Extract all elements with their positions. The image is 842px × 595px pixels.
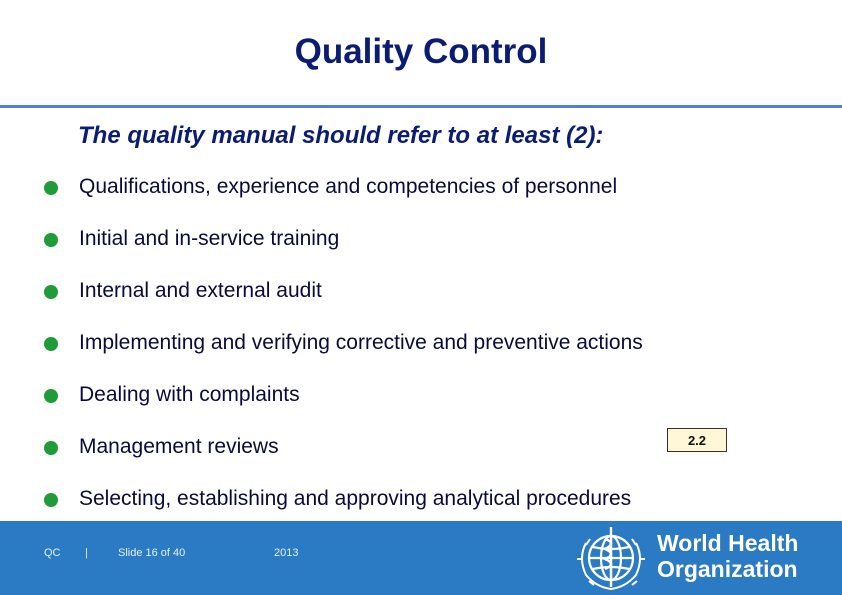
bullet-text: Initial and in-service training: [79, 227, 340, 250]
who-logo-line2: Organization: [657, 556, 798, 582]
bullet-dot-icon: [44, 441, 58, 455]
footer-module: QC: [44, 547, 61, 559]
bullet-dot-icon: [44, 389, 58, 403]
bullet-dot-icon: [44, 493, 58, 507]
bullet-dot-icon: [44, 337, 58, 351]
who-logo-line1: World Health: [657, 530, 799, 556]
title-divider: [0, 105, 842, 108]
slide-title: Quality Control: [294, 32, 548, 71]
bullet-dot-icon: [44, 233, 58, 247]
bullet-dot-icon: [44, 181, 58, 195]
footer-slide-number: Slide 16 of 40: [118, 547, 186, 559]
footer-separator: |: [85, 547, 88, 559]
bullet-text: Internal and external audit: [79, 279, 322, 302]
bullet-text: Management reviews: [79, 435, 279, 458]
bullet-text: Selecting, establishing and approving analytical procedures: [79, 487, 632, 510]
footer-year: 2013: [274, 547, 299, 559]
footer-bar: [0, 521, 842, 595]
bullet-dot-icon: [44, 285, 58, 299]
slide-subtitle: The quality manual should refer to at least (2):: [78, 122, 604, 149]
who-emblem-icon: [572, 523, 650, 593]
bullet-text: Qualifications, experience and competencies of personnel: [79, 175, 618, 198]
bullet-text: Dealing with complaints: [79, 383, 300, 406]
bullet-text: Implementing and verifying corrective and preventive actions: [79, 331, 643, 354]
reference-box: 2.2: [667, 428, 727, 452]
who-logo-text: [657, 530, 798, 582]
